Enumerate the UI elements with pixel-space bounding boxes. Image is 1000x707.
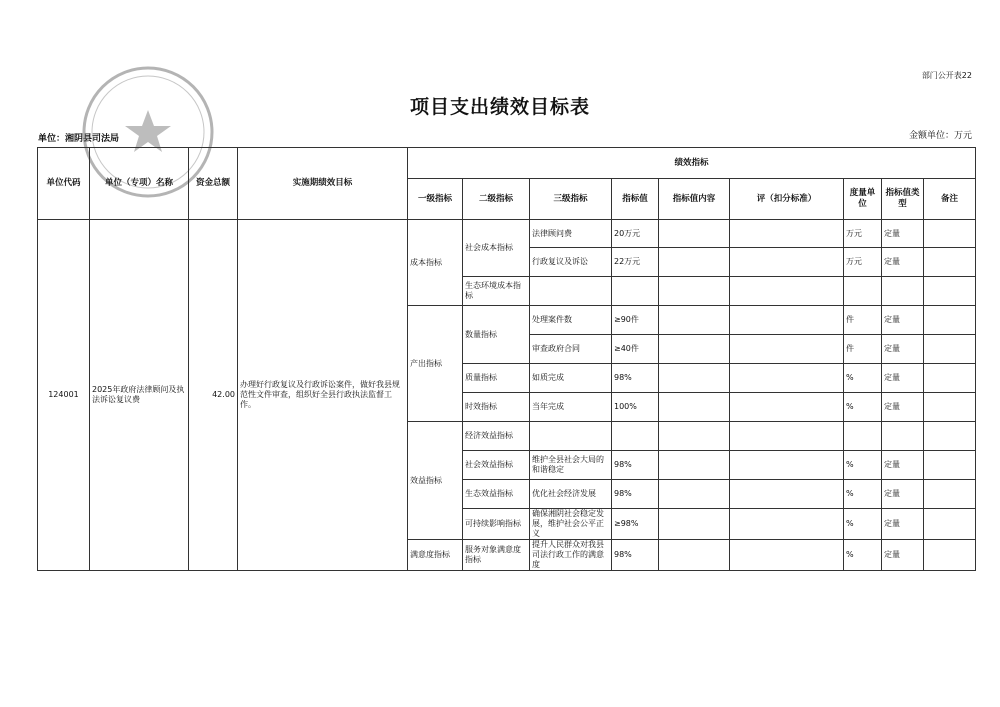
content-cell bbox=[659, 306, 730, 335]
performance-table bbox=[37, 147, 976, 571]
remark-cell bbox=[924, 422, 976, 451]
level3-cell: 审查政府合同 bbox=[530, 335, 612, 364]
type-cell bbox=[882, 422, 924, 451]
content-cell bbox=[659, 335, 730, 364]
form-number: 部门公开表22 bbox=[921, 71, 972, 80]
target-cell: 98% bbox=[612, 364, 659, 393]
header-unit-code: 单位代码 bbox=[38, 148, 90, 220]
scoring-cell bbox=[730, 480, 844, 509]
scoring-cell bbox=[730, 509, 844, 540]
content-cell bbox=[659, 364, 730, 393]
header-measure: 度量单位 bbox=[844, 179, 882, 220]
header-goal: 实施期绩效目标 bbox=[238, 148, 408, 220]
type-cell: 定量 bbox=[882, 451, 924, 480]
level3-cell: 处理案件数 bbox=[530, 306, 612, 335]
unit-label: 单位：湘阴县司法局 bbox=[38, 134, 120, 144]
measure-cell: % bbox=[844, 480, 882, 509]
level2-cell: 服务对象满意度指标 bbox=[463, 540, 530, 571]
target-cell: ≥40件 bbox=[612, 335, 659, 364]
level3-cell: 维护全县社会大局的和谐稳定 bbox=[530, 451, 612, 480]
remark-cell bbox=[924, 277, 976, 306]
measure-cell: 件 bbox=[844, 335, 882, 364]
level2-cell: 社会成本指标 bbox=[463, 220, 530, 277]
remark-cell bbox=[924, 306, 976, 335]
level3-cell: 确保湘阴社会稳定发展，维护社会公平正义 bbox=[530, 509, 612, 540]
target-cell: 98% bbox=[612, 480, 659, 509]
level3-cell: 提升人民群众对我县司法行政工作的满意度 bbox=[530, 540, 612, 571]
goal-cell: 办理好行政复议及行政诉讼案件，做好我县规范性文件审查，组织好全县行政执法监督工作。 bbox=[238, 220, 408, 571]
content-cell bbox=[659, 220, 730, 248]
level2-cell: 经济效益指标 bbox=[463, 422, 530, 451]
header-type: 指标值类型 bbox=[882, 179, 924, 220]
level2-cell: 生态效益指标 bbox=[463, 480, 530, 509]
level2-cell: 时效指标 bbox=[463, 393, 530, 422]
level2-cell: 社会效益指标 bbox=[463, 451, 530, 480]
header-content: 指标值内容 bbox=[659, 179, 730, 220]
level3-cell: 如质完成 bbox=[530, 364, 612, 393]
remark-cell bbox=[924, 393, 976, 422]
content-cell bbox=[659, 509, 730, 540]
target-cell: 100% bbox=[612, 393, 659, 422]
content-cell bbox=[659, 277, 730, 306]
level2-cell: 可持续影响指标 bbox=[463, 509, 530, 540]
type-cell: 定量 bbox=[882, 540, 924, 571]
header-remark: 备注 bbox=[924, 179, 976, 220]
measure-cell bbox=[844, 422, 882, 451]
header-performance: 绩效指标 bbox=[408, 148, 976, 179]
level3-cell: 法律顾问费 bbox=[530, 220, 612, 248]
level3-cell: 当年完成 bbox=[530, 393, 612, 422]
unit-code-cell: 124001 bbox=[38, 220, 90, 571]
header-total-funds: 资金总额 bbox=[189, 148, 238, 220]
scoring-cell bbox=[730, 393, 844, 422]
level3-cell bbox=[530, 277, 612, 306]
content-cell bbox=[659, 451, 730, 480]
measure-cell: 万元 bbox=[844, 220, 882, 248]
content-cell bbox=[659, 480, 730, 509]
level3-cell: 行政复议及诉讼 bbox=[530, 248, 612, 277]
remark-cell bbox=[924, 248, 976, 277]
header-scoring: 评（扣分标准） bbox=[730, 179, 844, 220]
level3-cell bbox=[530, 422, 612, 451]
target-cell: ≥90件 bbox=[612, 306, 659, 335]
content-cell bbox=[659, 248, 730, 277]
level2-cell: 生态环境成本指标 bbox=[463, 277, 530, 306]
scoring-cell bbox=[730, 248, 844, 277]
remark-cell bbox=[924, 540, 976, 571]
measure-cell: % bbox=[844, 540, 882, 571]
header-level2: 二级指标 bbox=[463, 179, 530, 220]
measure-cell: 件 bbox=[844, 306, 882, 335]
remark-cell bbox=[924, 220, 976, 248]
type-cell: 定量 bbox=[882, 335, 924, 364]
target-cell bbox=[612, 422, 659, 451]
total-funds-cell: 42.00 bbox=[189, 220, 238, 571]
level1-cell: 效益指标 bbox=[408, 422, 463, 540]
measure-cell: % bbox=[844, 393, 882, 422]
scoring-cell bbox=[730, 540, 844, 571]
target-cell: 20万元 bbox=[612, 220, 659, 248]
scoring-cell bbox=[730, 451, 844, 480]
level1-cell: 成本指标 bbox=[408, 220, 463, 306]
content-cell bbox=[659, 540, 730, 571]
header-level3: 三级指标 bbox=[530, 179, 612, 220]
type-cell: 定量 bbox=[882, 306, 924, 335]
page-title: 项目支出绩效目标表 bbox=[409, 96, 590, 118]
remark-cell bbox=[924, 480, 976, 509]
type-cell: 定量 bbox=[882, 509, 924, 540]
measure-cell bbox=[844, 277, 882, 306]
remark-cell bbox=[924, 451, 976, 480]
level1-cell: 满意度指标 bbox=[408, 540, 463, 571]
scoring-cell bbox=[730, 335, 844, 364]
type-cell: 定量 bbox=[882, 220, 924, 248]
type-cell: 定量 bbox=[882, 248, 924, 277]
measure-cell: % bbox=[844, 509, 882, 540]
scoring-cell bbox=[730, 306, 844, 335]
measure-cell: 万元 bbox=[844, 248, 882, 277]
level2-cell: 数量指标 bbox=[463, 306, 530, 364]
scoring-cell bbox=[730, 364, 844, 393]
content-cell bbox=[659, 393, 730, 422]
scoring-cell bbox=[730, 422, 844, 451]
content-cell bbox=[659, 422, 730, 451]
target-cell: 22万元 bbox=[612, 248, 659, 277]
header-level1: 一级指标 bbox=[408, 179, 463, 220]
target-cell bbox=[612, 277, 659, 306]
money-unit-label: 金额单位：万元 bbox=[908, 131, 972, 141]
type-cell bbox=[882, 277, 924, 306]
level3-cell: 优化社会经济发展 bbox=[530, 480, 612, 509]
target-cell: ≥98% bbox=[612, 509, 659, 540]
scoring-cell bbox=[730, 220, 844, 248]
scoring-cell bbox=[730, 277, 844, 306]
type-cell: 定量 bbox=[882, 393, 924, 422]
remark-cell bbox=[924, 364, 976, 393]
target-cell: 98% bbox=[612, 451, 659, 480]
remark-cell bbox=[924, 335, 976, 364]
measure-cell: % bbox=[844, 451, 882, 480]
header-unit-name: 单位（专项）名称 bbox=[90, 148, 189, 220]
measure-cell: % bbox=[844, 364, 882, 393]
target-cell: 98% bbox=[612, 540, 659, 571]
type-cell: 定量 bbox=[882, 364, 924, 393]
type-cell: 定量 bbox=[882, 480, 924, 509]
level1-cell: 产出指标 bbox=[408, 306, 463, 422]
level2-cell: 质量指标 bbox=[463, 364, 530, 393]
unit-name-cell: 2025年政府法律顾问及执法诉讼复议费 bbox=[90, 220, 189, 571]
header-target: 指标值 bbox=[612, 179, 659, 220]
remark-cell bbox=[924, 509, 976, 540]
